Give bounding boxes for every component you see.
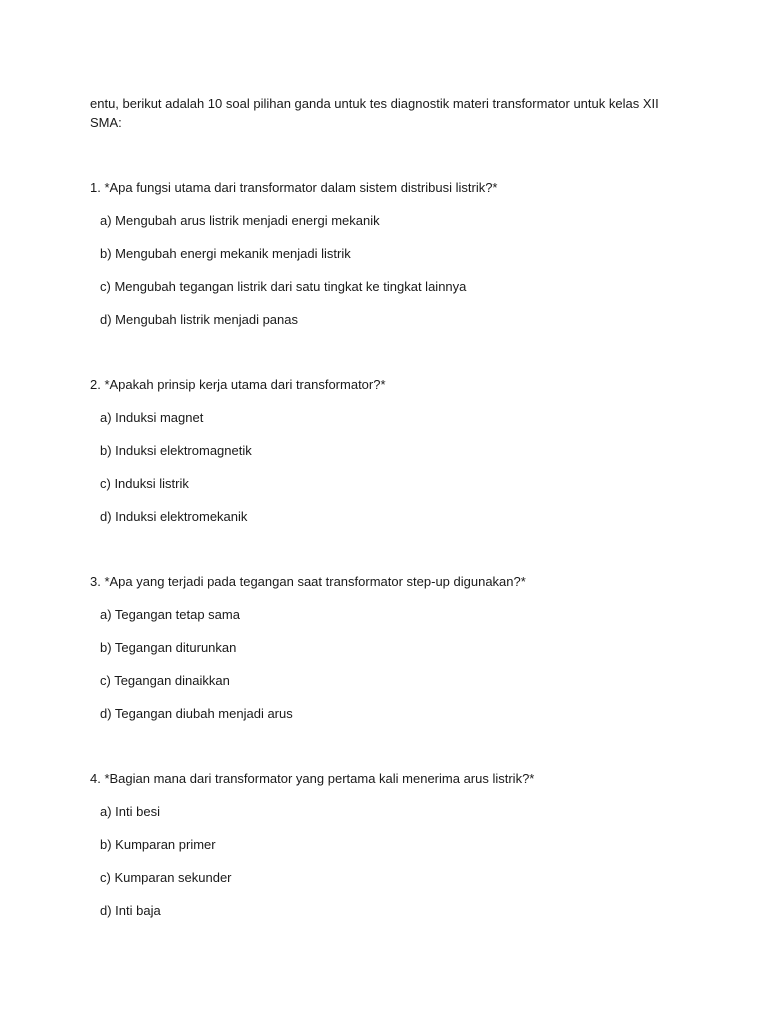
option-d: d) Induksi elektromekanik	[100, 509, 248, 524]
option-a: a) Tegangan tetap sama	[100, 607, 240, 622]
question-text: 4. *Bagian mana dari transformator yang pertama kali menerima arus listrik?*	[90, 771, 535, 786]
option-d: d) Tegangan diubah menjadi arus	[100, 706, 293, 721]
option-c: c) Kumparan sekunder	[100, 870, 232, 885]
option-a: a) Inti besi	[100, 804, 160, 819]
option-b: b) Tegangan diturunkan	[100, 640, 237, 655]
option-d: d) Inti baja	[100, 903, 161, 918]
option-d: d) Mengubah listrik menjadi panas	[100, 312, 298, 327]
option-b: b) Kumparan primer	[100, 837, 216, 852]
option-c: c) Induksi listrik	[100, 476, 189, 491]
question-text: 1. *Apa fungsi utama dari transformator dalam sistem distribusi listrik?*	[90, 180, 498, 195]
option-c: c) Tegangan dinaikkan	[100, 673, 230, 688]
option-a: a) Induksi magnet	[100, 410, 204, 425]
intro-paragraph: entu, berikut adalah 10 soal pilihan ganda untuk tes diagnostik materi transformator untuk kelas XII SMA:	[90, 96, 659, 130]
option-c: c) Mengubah tegangan listrik dari satu tingkat ke tingkat lainnya	[100, 279, 467, 294]
question-text: 2. *Apakah prinsip kerja utama dari transformator?*	[90, 377, 386, 392]
option-a: a) Mengubah arus listrik menjadi energi mekanik	[100, 213, 380, 228]
option-b: b) Mengubah energi mekanik menjadi listrik	[100, 246, 351, 261]
option-b: b) Induksi elektromagnetik	[100, 443, 252, 458]
question-text: 3. *Apa yang terjadi pada tegangan saat transformator step-up digunakan?*	[90, 574, 526, 589]
